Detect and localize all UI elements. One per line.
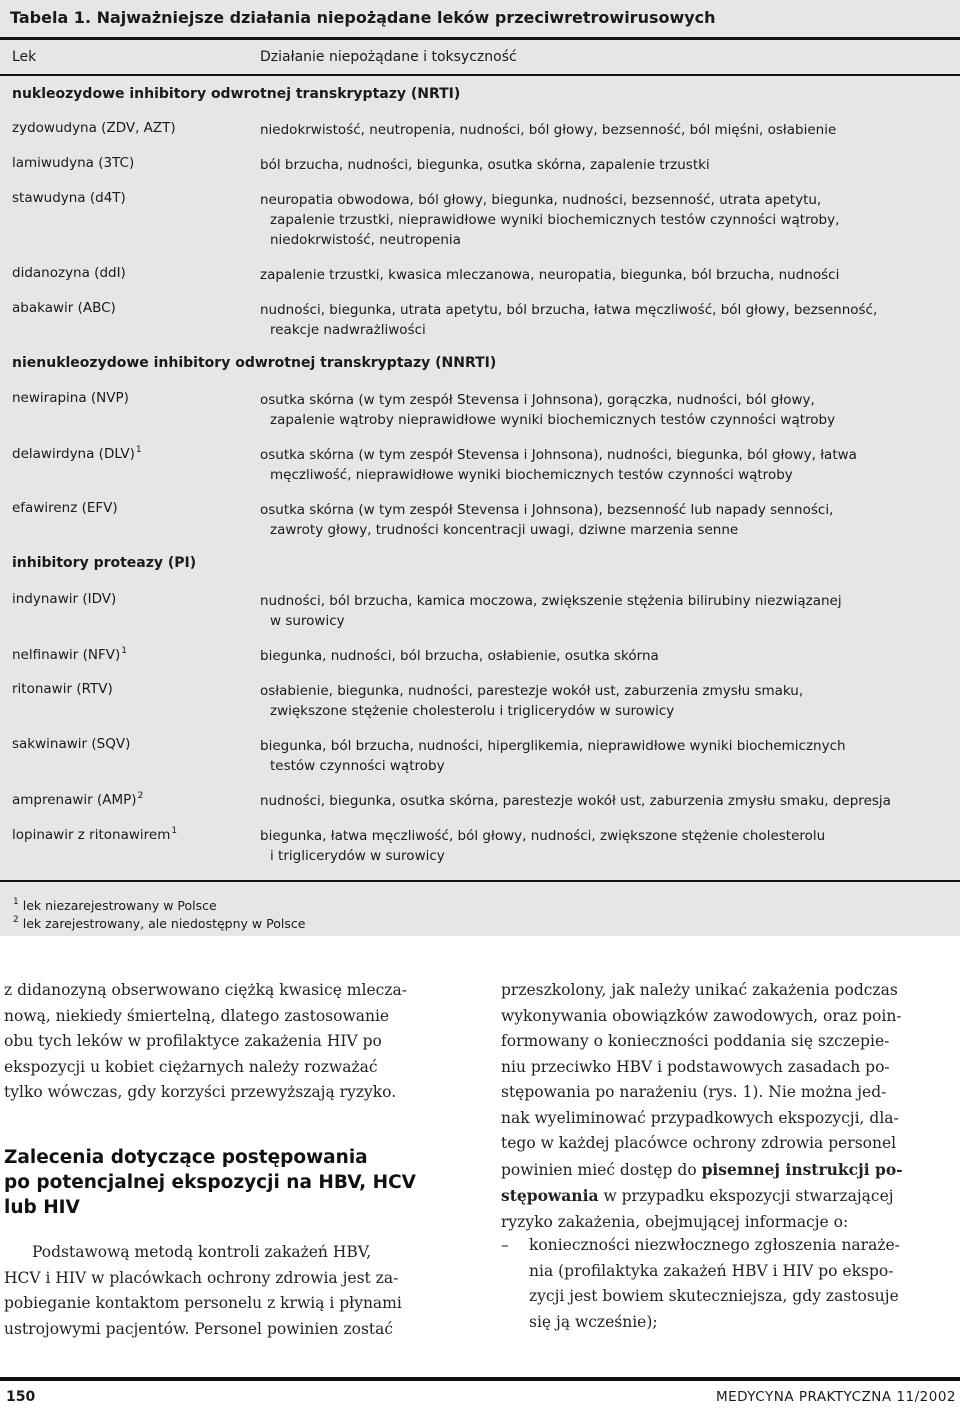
drug-effects: ból brzucha, nudności, biegunka, osutka skórna, zapalenie trzustki bbox=[260, 157, 710, 173]
group-title-nrti: nukleozydowe inhibitory odwrotnej transkryptazy (NRTI) bbox=[12, 86, 461, 102]
drug-name: zydowudyna (ZDV, AZT) bbox=[12, 120, 176, 136]
drug-effects: biegunka, łatwa męczliwość, ból głowy, nudności, zwiększone stężenie cholesterolu i triglicerydów w surowicy bbox=[260, 828, 826, 864]
table-footnote: $^1$ lek niezarejestrowany w Polsce bbox=[13, 897, 217, 913]
drug-name: lamiwudyna (3TC) bbox=[12, 155, 135, 171]
right-column-text: przeszkolony, jak należy unikać zakażenia podczas wykonywania obowiązków zawodowych, oraz poin- formowany o konieczności poddania się szczepie- niu przeciwko HBV i podstawowych zasadach po- stępowania po narażeniu (rys. 1). Nie można jed- nak wyeliminować przypadkowych ekspozycji, dla- tego w każdej placówce ochrony zdrowia personel powinien mieć dostęp do pisemnej instrukcji po- stępowania w przypadku ekspozycji stwarzającej ryzyko zakażenia, obejmującej informacje o: bbox=[501, 981, 903, 1231]
drug-name: sakwinawir (SQV) bbox=[12, 736, 131, 752]
left-paragraph-2: Podstawową metodą kontroli zakażeń HBV, HCV i HIV w placówkach ochrony zdrowia jest za- pobieganie kontaktom personelu z krwią i płynami ustrojowymi pacjentów. Personel powinien zostać bbox=[4, 1243, 402, 1338]
group-title-pi: inhibitory proteazy (PI) bbox=[12, 555, 197, 571]
drug-effects: zapalenie trzustki, kwasica mleczanowa, neuropatia, biegunka, ból brzucha, nudności bbox=[260, 267, 840, 283]
drug-effects: neuropatia obwodowa, ból głowy, biegunka, nudności, bezsenność, utrata apetytu, zapalenie trzustki, nieprawidłowe wyniki biochemicznych testów czynności wątroby, niedokrwistość, neutropenia bbox=[260, 192, 840, 248]
emphasis-text: pisemnej instrukcji po- bbox=[701, 1159, 903, 1179]
page-number: 150 bbox=[6, 1389, 36, 1405]
footnote-marker: 1 bbox=[135, 445, 142, 455]
drug-name: lopinawir z ritonawirem$^1$ bbox=[12, 826, 178, 843]
table-footnote: $^2$ lek zarejestrowany, ale niedostępny w Polsce bbox=[13, 915, 306, 931]
drug-effects: biegunka, ból brzucha, nudności, hiperglikemia, nieprawidłowe wyniki biochemicznych testów czynności wątroby bbox=[260, 738, 846, 774]
drug-name: abakawir (ABC) bbox=[12, 300, 116, 316]
drug-name: stawudyna (d4T) bbox=[12, 190, 126, 206]
drug-name: amprenawir (AMP)$^2$ bbox=[12, 791, 144, 808]
column-header-effect: Działanie niepożądane i toksyczność bbox=[260, 49, 517, 65]
group-title-nnrti: nienukleozydowe inhibitory odwrotnej transkryptazy (NNRTI) bbox=[12, 355, 497, 371]
drug-name: indynawir (IDV) bbox=[12, 591, 117, 607]
drug-effects: biegunka, nudności, ból brzucha, osłabienie, osutka skórna bbox=[260, 648, 659, 664]
section-heading: Zalecenia dotyczące postępowania po potencjalnej ekspozycji na HBV, HCV lub HIV bbox=[4, 1147, 416, 1218]
table-caption: Tabela 1. Najważniejsze działania niepożądane leków przeciwretrowirusowych bbox=[10, 8, 716, 27]
column-header-drug: Lek bbox=[12, 49, 37, 65]
drug-name: delawirdyna (DLV)$^1$ bbox=[12, 445, 142, 462]
emphasis-text: stępowania bbox=[501, 1186, 599, 1205]
footnote-marker: 1 bbox=[171, 826, 178, 836]
bullet-item: konieczności niezwłocznego zgłoszenia naraże- nia (profilaktyka zakażeń HBV i HIV po ekspo- zycji jest bowiem skuteczniejsza, gdy zastosuje się ją wcześnie); bbox=[529, 1236, 900, 1331]
footnote-marker: 2 bbox=[137, 791, 144, 801]
drug-name: didanozyna (ddI) bbox=[12, 265, 126, 281]
drug-effects: osutka skórna (w tym zespół Stevensa i Johnsona), gorączka, nudności, ból głowy, zapalenie wątroby nieprawidłowe wyniki biochemicznych testów czynności wątroby bbox=[260, 392, 836, 428]
drug-name: newirapina (NVP) bbox=[12, 390, 129, 406]
table-top-rule bbox=[0, 37, 960, 40]
journal-name: MEDYCYNA PRAKTYCZNA 11/2002 bbox=[715, 1389, 956, 1405]
drug-name: ritonawir (RTV) bbox=[12, 681, 113, 697]
drug-effects: osłabienie, biegunka, nudności, parestezje wokół ust, zaburzenia zmysłu smaku, zwiększone stężenie cholesterolu i triglicerydów w surowicy bbox=[260, 683, 804, 719]
table-bottom-rule bbox=[0, 880, 960, 882]
drug-effects: nudności, biegunka, osutka skórna, parestezje wokół ust, zaburzenia zmysłu smaku, depresja bbox=[260, 793, 891, 809]
footer-rule bbox=[0, 1377, 960, 1381]
bullet-dash: – bbox=[501, 1236, 509, 1254]
drug-effects: nudności, biegunka, utrata apetytu, ból brzucha, łatwa męczliwość, ból głowy, bezsenność, reakcje nadwrażliwości bbox=[260, 302, 878, 338]
drug-name: nelfinawir (NFV)$^1$ bbox=[12, 646, 127, 663]
left-paragraph-1: z didanozyną obserwowano ciężką kwasicę mlecza- nową, niekiedy śmiertelną, dlatego zastosowanie obu tych leków w profilaktyce zakażenia HIV po ekspozycji u kobiet ciężarnych należy rozważać tylko wówczas, gdy korzyści przewyższają ryzyko. bbox=[4, 981, 407, 1101]
drug-name: efawirenz (EFV) bbox=[12, 500, 118, 516]
drug-effects: nudności, ból brzucha, kamica moczowa, zwiększenie stężenia bilirubiny niezwiązanej w surowicy bbox=[260, 593, 842, 629]
drug-effects: osutka skórna (w tym zespół Stevensa i Johnsona), bezsenność lub napady senności, zawroty głowy, trudności koncentracji uwagi, dziwne marzenia senne bbox=[260, 502, 834, 538]
footnote-marker: 1 bbox=[121, 646, 127, 656]
drug-effects: osutka skórna (w tym zespół Stevensa i Johnsona), nudności, biegunka, ból głowy, łatwa męczliwość, nieprawidłowe wyniki biochemicznych testów czynności wątroby bbox=[260, 447, 857, 483]
drug-effects: niedokrwistość, neutropenia, nudności, ból głowy, bezsenność, ból mięśni, osłabienie bbox=[260, 122, 837, 138]
table-header-rule bbox=[0, 74, 960, 76]
